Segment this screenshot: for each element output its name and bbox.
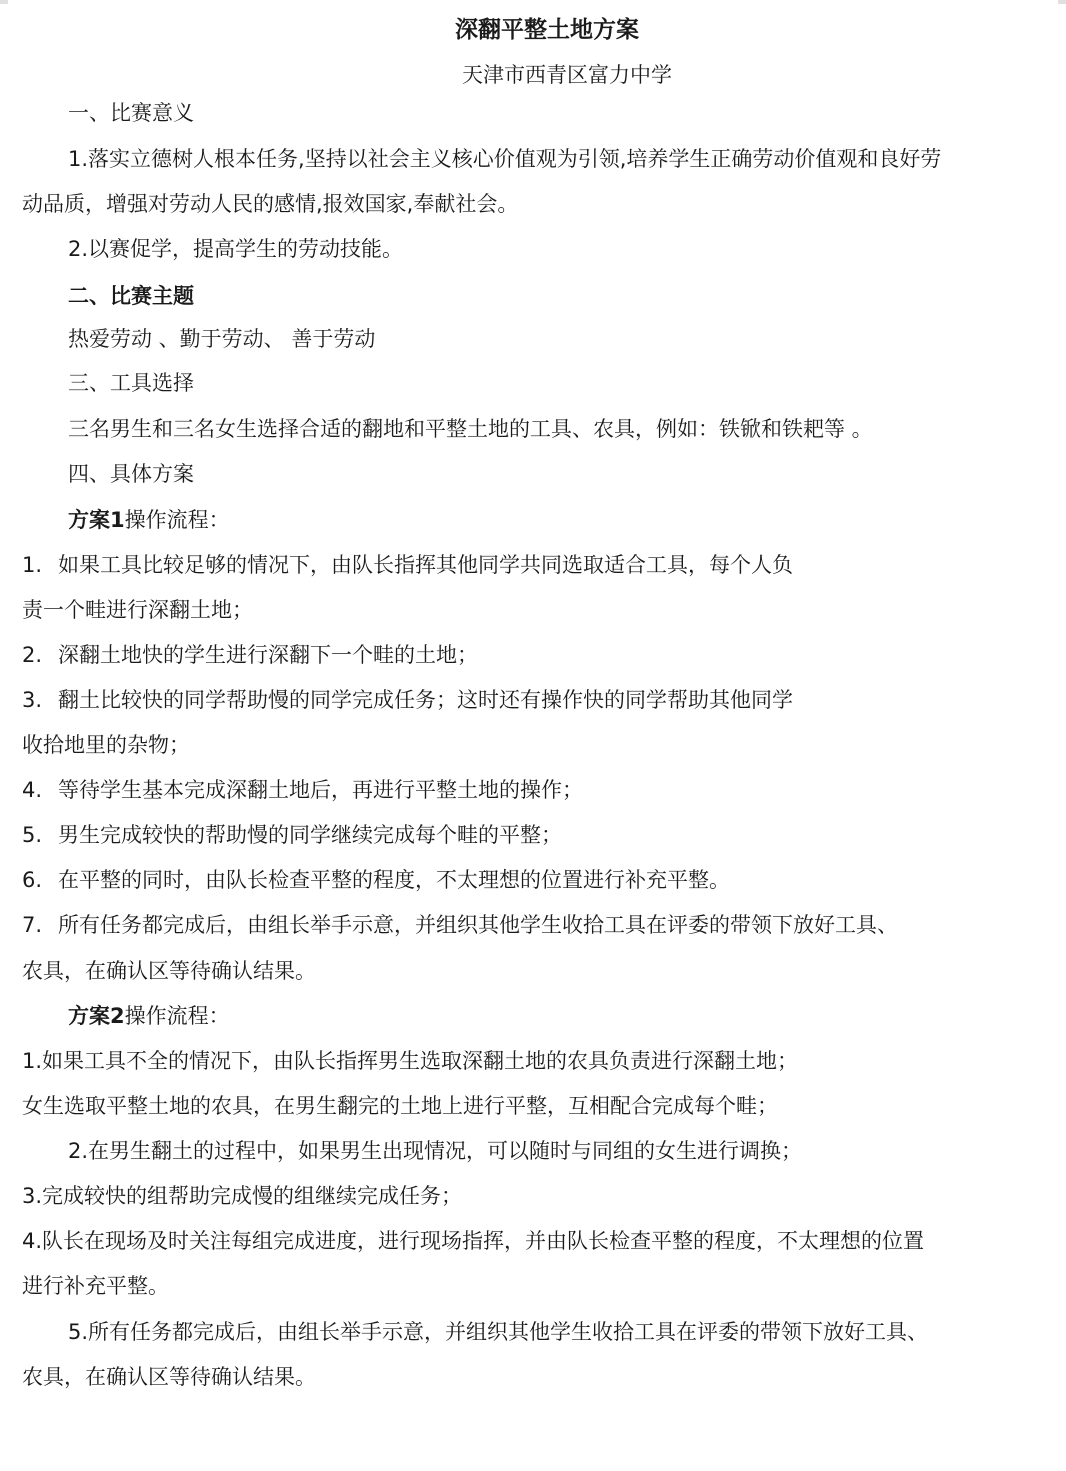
scan-corner-mark [0, 0, 8, 4]
plan-label-rest: 操作流程： [124, 508, 230, 532]
plan-label [68, 1003, 230, 1029]
list-item-text: 收拾地里的杂物； [22, 733, 190, 757]
section-heading: 三、工具选择 [68, 371, 194, 395]
paragraph-line: 1.落实立德树人根本任务,坚持以社会主义核心价值观为引领,培养学生正确劳动价值观和良好劳 [68, 147, 942, 171]
paragraph-line: 2.在男生翻土的过程中，如果男生出现情况，可以随时与同组的女生进行调换； [68, 1139, 803, 1163]
plan-label-bold: 方案1 [68, 508, 125, 532]
plan-label [68, 507, 230, 533]
list-item-text: 男生完成较快的帮助慢的同学继续完成每个畦的平整； [58, 823, 562, 847]
list-item-number: 4. [22, 778, 43, 802]
paragraph-line: 4.队长在现场及时关注每组完成进度，进行现场指挥，并由队长检查平整的程度，不太理想的位置 [22, 1229, 925, 1253]
list-item-number: 7. [22, 913, 43, 937]
list-item-text: 农具，在确认区等待确认结果。 [22, 959, 316, 983]
plan-label-rest: 操作流程： [124, 1004, 230, 1028]
list-item-text: 如果工具比较足够的情况下，由队长指挥其他同学共同选取适合工具，每个人负 [58, 553, 793, 577]
paragraph-line: 动品质，增强对劳动人民的感情,报效国家,奉献社会。 [22, 192, 519, 216]
scan-corner-mark [1058, 0, 1066, 4]
list-item-text: 责一个畦进行深翻土地； [22, 598, 253, 622]
list-item-text: 等待学生基本完成深翻土地后，再进行平整土地的操作； [58, 778, 583, 802]
paragraph-line: 5.所有任务都完成后，由组长举手示意，并组织其他学生收拾工具在评委的带领下放好工具、 [68, 1320, 929, 1344]
paragraph-line: 进行补充平整。 [22, 1274, 169, 1298]
section-heading: 一、比赛意义 [68, 101, 194, 125]
paragraph-line: 农具，在确认区等待确认结果。 [22, 1365, 316, 1389]
paragraph-line: 3.完成较快的组帮助完成慢的组继续完成任务； [22, 1184, 463, 1208]
list-item-number: 2. [22, 643, 43, 667]
list-item-number: 1. [22, 553, 43, 577]
section-heading: 四、具体方案 [68, 462, 194, 486]
list-item-number: 3. [22, 688, 43, 712]
list-item-text: 在平整的同时，由队长检查平整的程度，不太理想的位置进行补充平整。 [58, 868, 730, 892]
list-item-number: 6. [22, 868, 43, 892]
paragraph-line: 2.以赛促学，提高学生的劳动技能。 [68, 237, 404, 261]
paragraph-line: 热爱劳动 、勤于劳动、 善于劳动 [68, 327, 376, 351]
document-subtitle: 天津市西青区富力中学 [462, 63, 672, 87]
paragraph-line: 三名男生和三名女生选择合适的翻地和平整土地的工具、农具，例如：铁锨和铁耙等 。 [68, 417, 873, 441]
section-heading: 二、比赛主题 [68, 284, 194, 308]
list-item-text: 翻土比较快的同学帮助慢的同学完成任务；这时还有操作快的同学帮助其他同学 [58, 688, 793, 712]
list-item-number: 5. [22, 823, 43, 847]
paragraph-line: 女生选取平整土地的农具，在男生翻完的土地上进行平整，互相配合完成每个畦； [22, 1094, 778, 1118]
paragraph-line: 1.如果工具不全的情况下，由队长指挥男生选取深翻土地的农具负责进行深翻土地； [22, 1049, 799, 1073]
plan-label-bold: 方案2 [68, 1004, 125, 1028]
list-item-text: 所有任务都完成后，由组长举手示意，并组织其他学生收拾工具在评委的带领下放好工具、 [58, 913, 898, 937]
list-item-text: 深翻土地快的学生进行深翻下一个畦的土地； [58, 643, 478, 667]
document-title: 深翻平整土地方案 [455, 17, 639, 43]
